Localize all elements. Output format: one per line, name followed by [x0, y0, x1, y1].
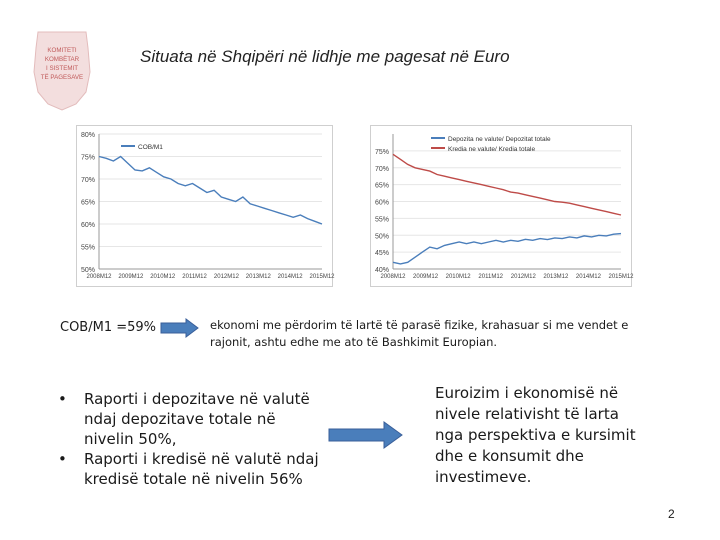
legend-label: COB/M1 [138, 144, 163, 151]
page-number: 2 [668, 507, 675, 521]
bullet-dot-icon: • [58, 450, 67, 468]
x-tick-label: 2013M12 [543, 274, 569, 280]
arrow-right-icon [160, 318, 200, 338]
economy-description: ekonomi me përdorim të lartë të parasë fizike, krahasuar si me vendet e rajonit, ashtu edhe me ato të Bashkimit Europian. [210, 318, 629, 349]
chart-1-svg [77, 126, 335, 286]
bullet-text: Raporti i depozitave në valutë ndaj depozitave totale në nivelin 50%, [84, 390, 310, 448]
y-tick-label: 70% [80, 177, 95, 184]
x-tick-label: 2008M12 [86, 274, 112, 280]
y-tick-label: 75% [374, 148, 389, 156]
logo-graphic [30, 28, 94, 112]
x-tick-label: 2009M12 [118, 274, 144, 280]
slide-title: Situata në Shqipëri në lidhje me pagesat në Euro [140, 47, 510, 66]
y-tick-label: 55% [374, 216, 389, 224]
y-tick-label: 60% [374, 199, 389, 207]
bullet-text: Raporti i kredisë në valutë ndaj kredisë totale në nivelin 56% [84, 450, 319, 488]
x-tick-label: 2011M12 [478, 274, 504, 280]
x-tick-label: 2012M12 [213, 274, 239, 280]
euroization-conclusion: Euroizim i ekonomisë në nivele relativisht të larta nga perspektiva e kursimit dhe e konsumit dhe investimeve. [435, 384, 636, 486]
y-tick-label: 65% [374, 182, 389, 190]
series-line [99, 157, 322, 225]
y-tick-label: 40% [374, 267, 389, 274]
x-tick-label: 2015M12 [309, 274, 335, 280]
y-tick-label: 55% [80, 244, 95, 252]
legend-label: Kredia ne valute/ Kredia totale [448, 146, 536, 153]
logo-line-1: KOMITETI [47, 47, 77, 54]
series-line [393, 234, 621, 264]
x-tick-label: 2014M12 [277, 274, 303, 280]
bullet-dot-icon: • [58, 390, 67, 408]
y-tick-label: 65% [80, 199, 95, 207]
bullet-item [56, 449, 326, 489]
x-tick-label: 2012M12 [510, 274, 536, 280]
legend-label: Depozita ne valute/ Depozitat totale [448, 136, 551, 143]
x-tick-label: 2015M12 [608, 274, 634, 280]
y-tick-label: 80% [80, 132, 95, 139]
x-tick-label: 2013M12 [245, 274, 271, 280]
chart-2-svg [371, 126, 634, 286]
cob-m1-label: COB/M1 =59% [60, 320, 157, 335]
x-tick-label: 2011M12 [182, 274, 207, 280]
x-tick-label: 2014M12 [575, 274, 601, 280]
y-tick-label: 50% [80, 267, 95, 274]
x-tick-label: 2010M12 [150, 274, 176, 280]
x-tick-label: 2010M12 [445, 274, 471, 280]
bullet-list [56, 389, 326, 489]
logo [30, 28, 94, 112]
y-tick-label: 45% [374, 250, 389, 258]
arrow-right-icon [328, 420, 404, 450]
logo-line-2: KOMBËTAR [44, 56, 80, 63]
x-tick-label: 2009M12 [413, 274, 439, 280]
logo-line-3: I SISTEMIT [46, 65, 78, 72]
deposit-loan-chart [370, 125, 632, 287]
bullet-item [56, 389, 326, 449]
x-tick-label: 2008M12 [380, 274, 406, 280]
y-tick-label: 50% [374, 233, 389, 241]
y-tick-label: 70% [374, 165, 389, 173]
y-tick-label: 75% [80, 154, 95, 162]
cob-m1-chart [76, 125, 333, 287]
y-tick-label: 60% [80, 222, 95, 229]
logo-line-4: TË PAGESAVE [40, 74, 84, 81]
